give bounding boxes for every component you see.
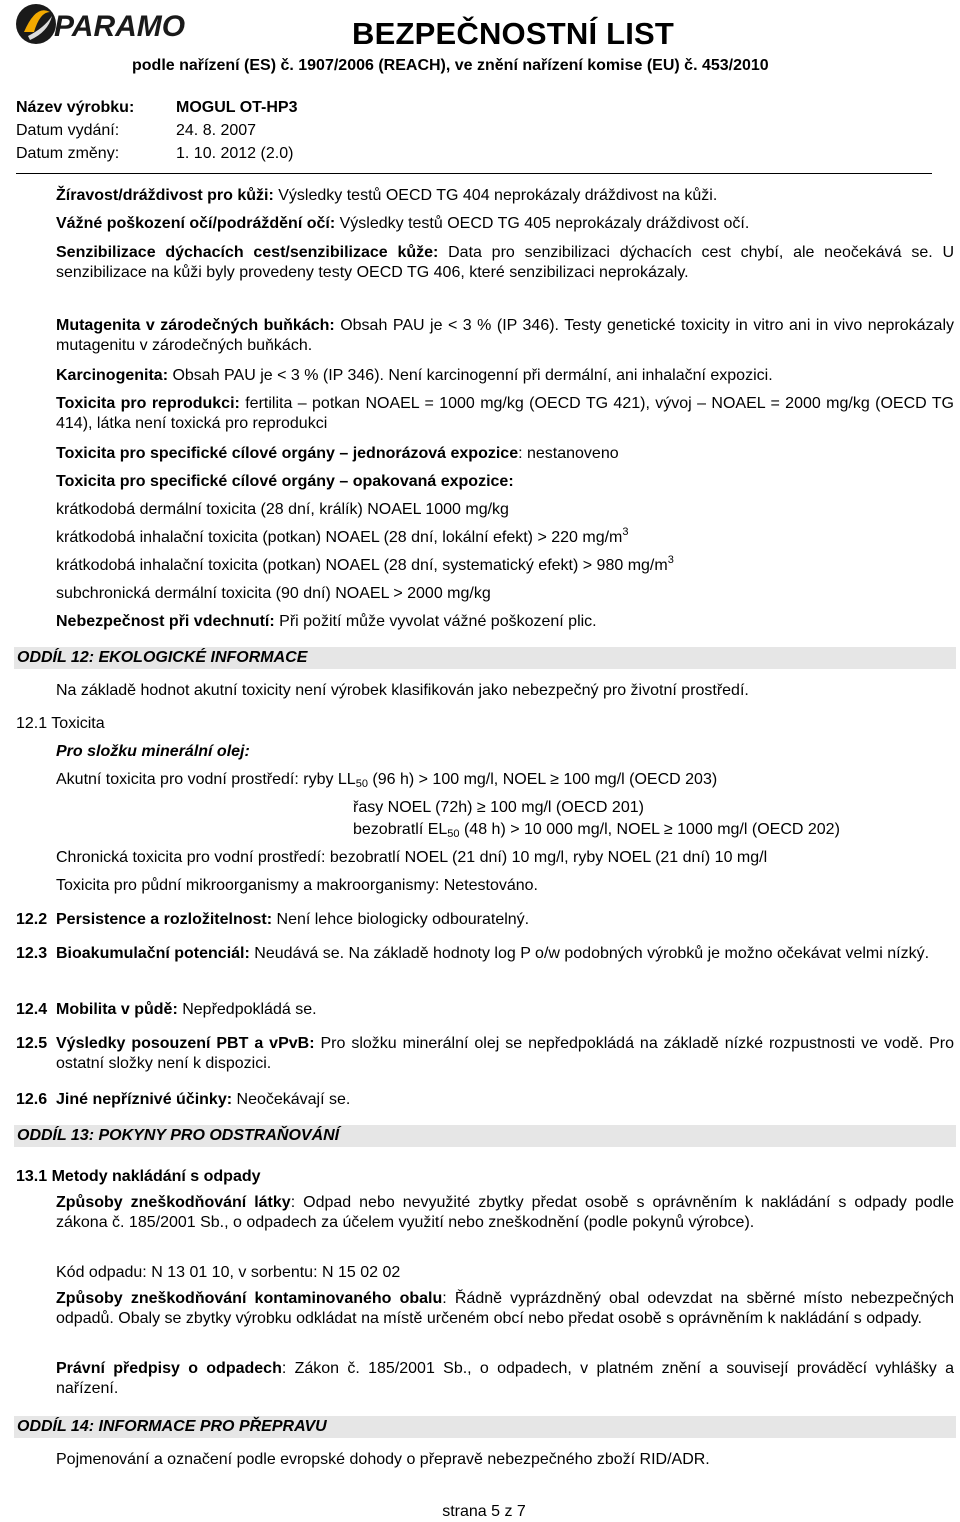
issue-date-label: Datum vydání: xyxy=(16,122,120,139)
acute-toxicity-row-1: Akutní toxicita pro vodní prostředí: ryby $LL_{50}$ (96 h) > 100 mg/l, NOEL ≥ 100 mg/l (OECD 203) xyxy=(56,771,718,790)
paramo-logo-icon xyxy=(14,2,204,48)
soil-toxicity-row: Toxicita pro půdní mikroorganismy a makroorganismy: Netestováno. xyxy=(56,877,538,894)
subsection-12-5: 12.5 Výsledky posouzení PBT a vPvB: Pro složku minerální olej se nepředpokládá na základě nízké rozpustnosti ve vodě. Pro ostatní složky není k dispozici. xyxy=(16,1035,955,1072)
section-12-heading: ODDÍL 12: EKOLOGICKÉ INFORMACE xyxy=(14,647,956,669)
eye-damage-paragraph: Vážné poškození očí/podráždění očí: Výsledky testů OECD TG 405 neprokázaly dráždivost očí. xyxy=(56,215,750,232)
mutagenicity-paragraph: Mutagenita v zárodečných buňkách: Obsah PAU je < 3 % (IP 346). Testy genetické toxicity in vitro ani in vivo neprokázaly mutagenitu v zárodečných buňkách. xyxy=(56,317,955,354)
skin-irritation-paragraph: Žíravost/dráždivost pro kůži: Výsledky testů OECD TG 404 neprokázaly dráždivost na kůži. xyxy=(56,187,718,204)
issue-date-value: 24. 8. 2007 xyxy=(176,122,257,139)
stot-single-paragraph: Toxicita pro specifické cílové orgány – jednorázová expozice: nestanoveno xyxy=(56,445,619,462)
product-name-row xyxy=(16,98,298,118)
stot-repeated-item-3: krátkodobá inhalační toxicita (potkan) NOAEL (28 dní, systematický efekt) > 980 $mg/m^3$ xyxy=(56,554,674,574)
aspiration-hazard-paragraph: Nebezpečnost při vdechnutí: Při požití může vyvolat vážné poškození plic. xyxy=(56,613,597,630)
document-subtitle: podle nařízení (ES) č. 1907/2006 (REACH), ve znění nařízení komise (EU) č. 453/2010 xyxy=(132,57,769,74)
stot-repeated-heading: Toxicita pro specifické cílové orgány – opakovaná expozice: xyxy=(56,473,514,490)
company-logo xyxy=(14,2,204,48)
subsection-12-1-heading: 12.1 Toxicita xyxy=(16,715,105,732)
stot-repeated-item-1: krátkodobá dermální toxicita (28 dní, králík) NOAEL 1000 mg/kg xyxy=(56,501,509,518)
section-14-intro: Pojmenování a označení podle evropské dohody o přepravě nebezpečného zboží RID/ADR. xyxy=(56,1451,710,1468)
reproductive-toxicity-paragraph: Toxicita pro reprodukci: fertilita – potkan NOAEL = 1000 mg/kg (OECD TG 421), vývoj – NOAEL = 2000 mg/kg (OECD TG 414), látka není toxická pro reprodukci xyxy=(56,395,954,432)
acute-toxicity-row-2: řasy NOEL (72h) ≥ 100 mg/l (OECD 201) xyxy=(353,799,644,816)
page-number: strana 5 z 7 xyxy=(442,1503,526,1520)
chronic-toxicity-row: Chronická toxicita pro vodní prostředí: bezobratlí NOEL (21 dní) 10 mg/l, ryby NOEL (21 dní) 10 mg/l xyxy=(56,849,768,866)
section-13-heading: ODDÍL 13: POKYNY PRO ODSTRAŇOVÁNÍ xyxy=(14,1125,956,1147)
product-label: Název výrobku: xyxy=(16,99,135,116)
svg-text:PARAMO: PARAMO xyxy=(54,10,186,43)
document-title: BEZPEČNOSTNÍ LIST xyxy=(352,16,675,51)
section-14-heading: ODDÍL 14: INFORMACE PRO PŘEPRAVU xyxy=(14,1416,956,1438)
subsection-12-6: 12.6 Jiné nepříznivé účinky: Neočekávají se. xyxy=(16,1091,351,1108)
disposal-substance-paragraph: Způsoby zneškodňování látky: Odpad nebo nevyužité zbytky předat osobě s oprávněním k nakládání s odpady podle zákona č. 185/2001 Sb., o odpadech za účelem využití nebo zneškodnění (podle pokynů výrobce). xyxy=(56,1194,954,1231)
disposal-packaging-paragraph: Způsoby zneškodňování kontaminovaného obalu: Řádně vyprázdněný obal odevzdat na sběrné místo nebezpečných odpadů. Obaly se zbytky výrobku odkládat na místě určeném obcí nebo předat osobě s oprávněním k nakládání s odpady. xyxy=(56,1290,954,1327)
subsection-12-3: 12.3 Bioakumulační potenciál: Neudává se. Na základě hodnoty log P o/w podobných výrobků je možno očekávat velmi nízký. xyxy=(16,945,930,962)
waste-code-row: Kód odpadu: N 13 01 10, v sorbentu: N 15 02 02 xyxy=(56,1264,401,1281)
stot-repeated-item-2: krátkodobá inhalační toxicita (potkan) NOAEL (28 dní, lokální efekt) > 220 $mg/m^3$ xyxy=(56,526,629,546)
subsection-12-2: 12.2 Persistence a rozložitelnost: Není lehce biologicky odbouratelný. xyxy=(16,911,530,928)
acute-toxicity-row-3: bezobratlí $EL_{50}$ (48 h) > 10 000 mg/l, NOEL ≥ 1000 mg/l (OECD 202) xyxy=(353,821,840,840)
stot-repeated-item-4: subchronická dermální toxicita (90 dní) NOAEL > 2000 mg/kg xyxy=(56,585,491,602)
change-date-value: 1. 10. 2012 (2.0) xyxy=(176,145,294,162)
change-date-label: Datum změny: xyxy=(16,145,120,162)
change-date-row xyxy=(16,144,293,164)
header-divider xyxy=(16,173,932,174)
section-12-intro: Na základě hodnot akutní toxicity není výrobek klasifikován jako nebezpečný pro životní prostředí. xyxy=(56,682,749,699)
waste-legislation-paragraph: Právní předpisy o odpadech: Zákon č. 185/2001 Sb., o odpadech, v platném znění a souvisejí prováděcí vyhlášky a nařízení. xyxy=(56,1360,954,1397)
issue-date-row xyxy=(16,121,256,141)
subsection-13-1-heading: 13.1 Metody nakládání s odpady xyxy=(16,1168,261,1185)
carcinogenicity-paragraph: Karcinogenita: Obsah PAU je < 3 % (IP 346). Není karcinogenní při dermální, ani inhalační expozici. xyxy=(56,367,773,384)
sensitization-paragraph: Senzibilizace dýchacích cest/senzibilizace kůže: Data pro senzibilizaci dýchacích cest chybí, ale neočekává se. U senzibilizace na kůži byly provedeny testy OECD TG 406, které senzibilizaci neprokázaly. xyxy=(56,244,955,281)
subsection-12-4: 12.4 Mobilita v půdě: Nepředpokládá se. xyxy=(16,1001,317,1018)
mineral-oil-label: Pro složku minerální olej: xyxy=(56,743,250,760)
product-value: MOGUL OT-HP3 xyxy=(176,99,298,116)
